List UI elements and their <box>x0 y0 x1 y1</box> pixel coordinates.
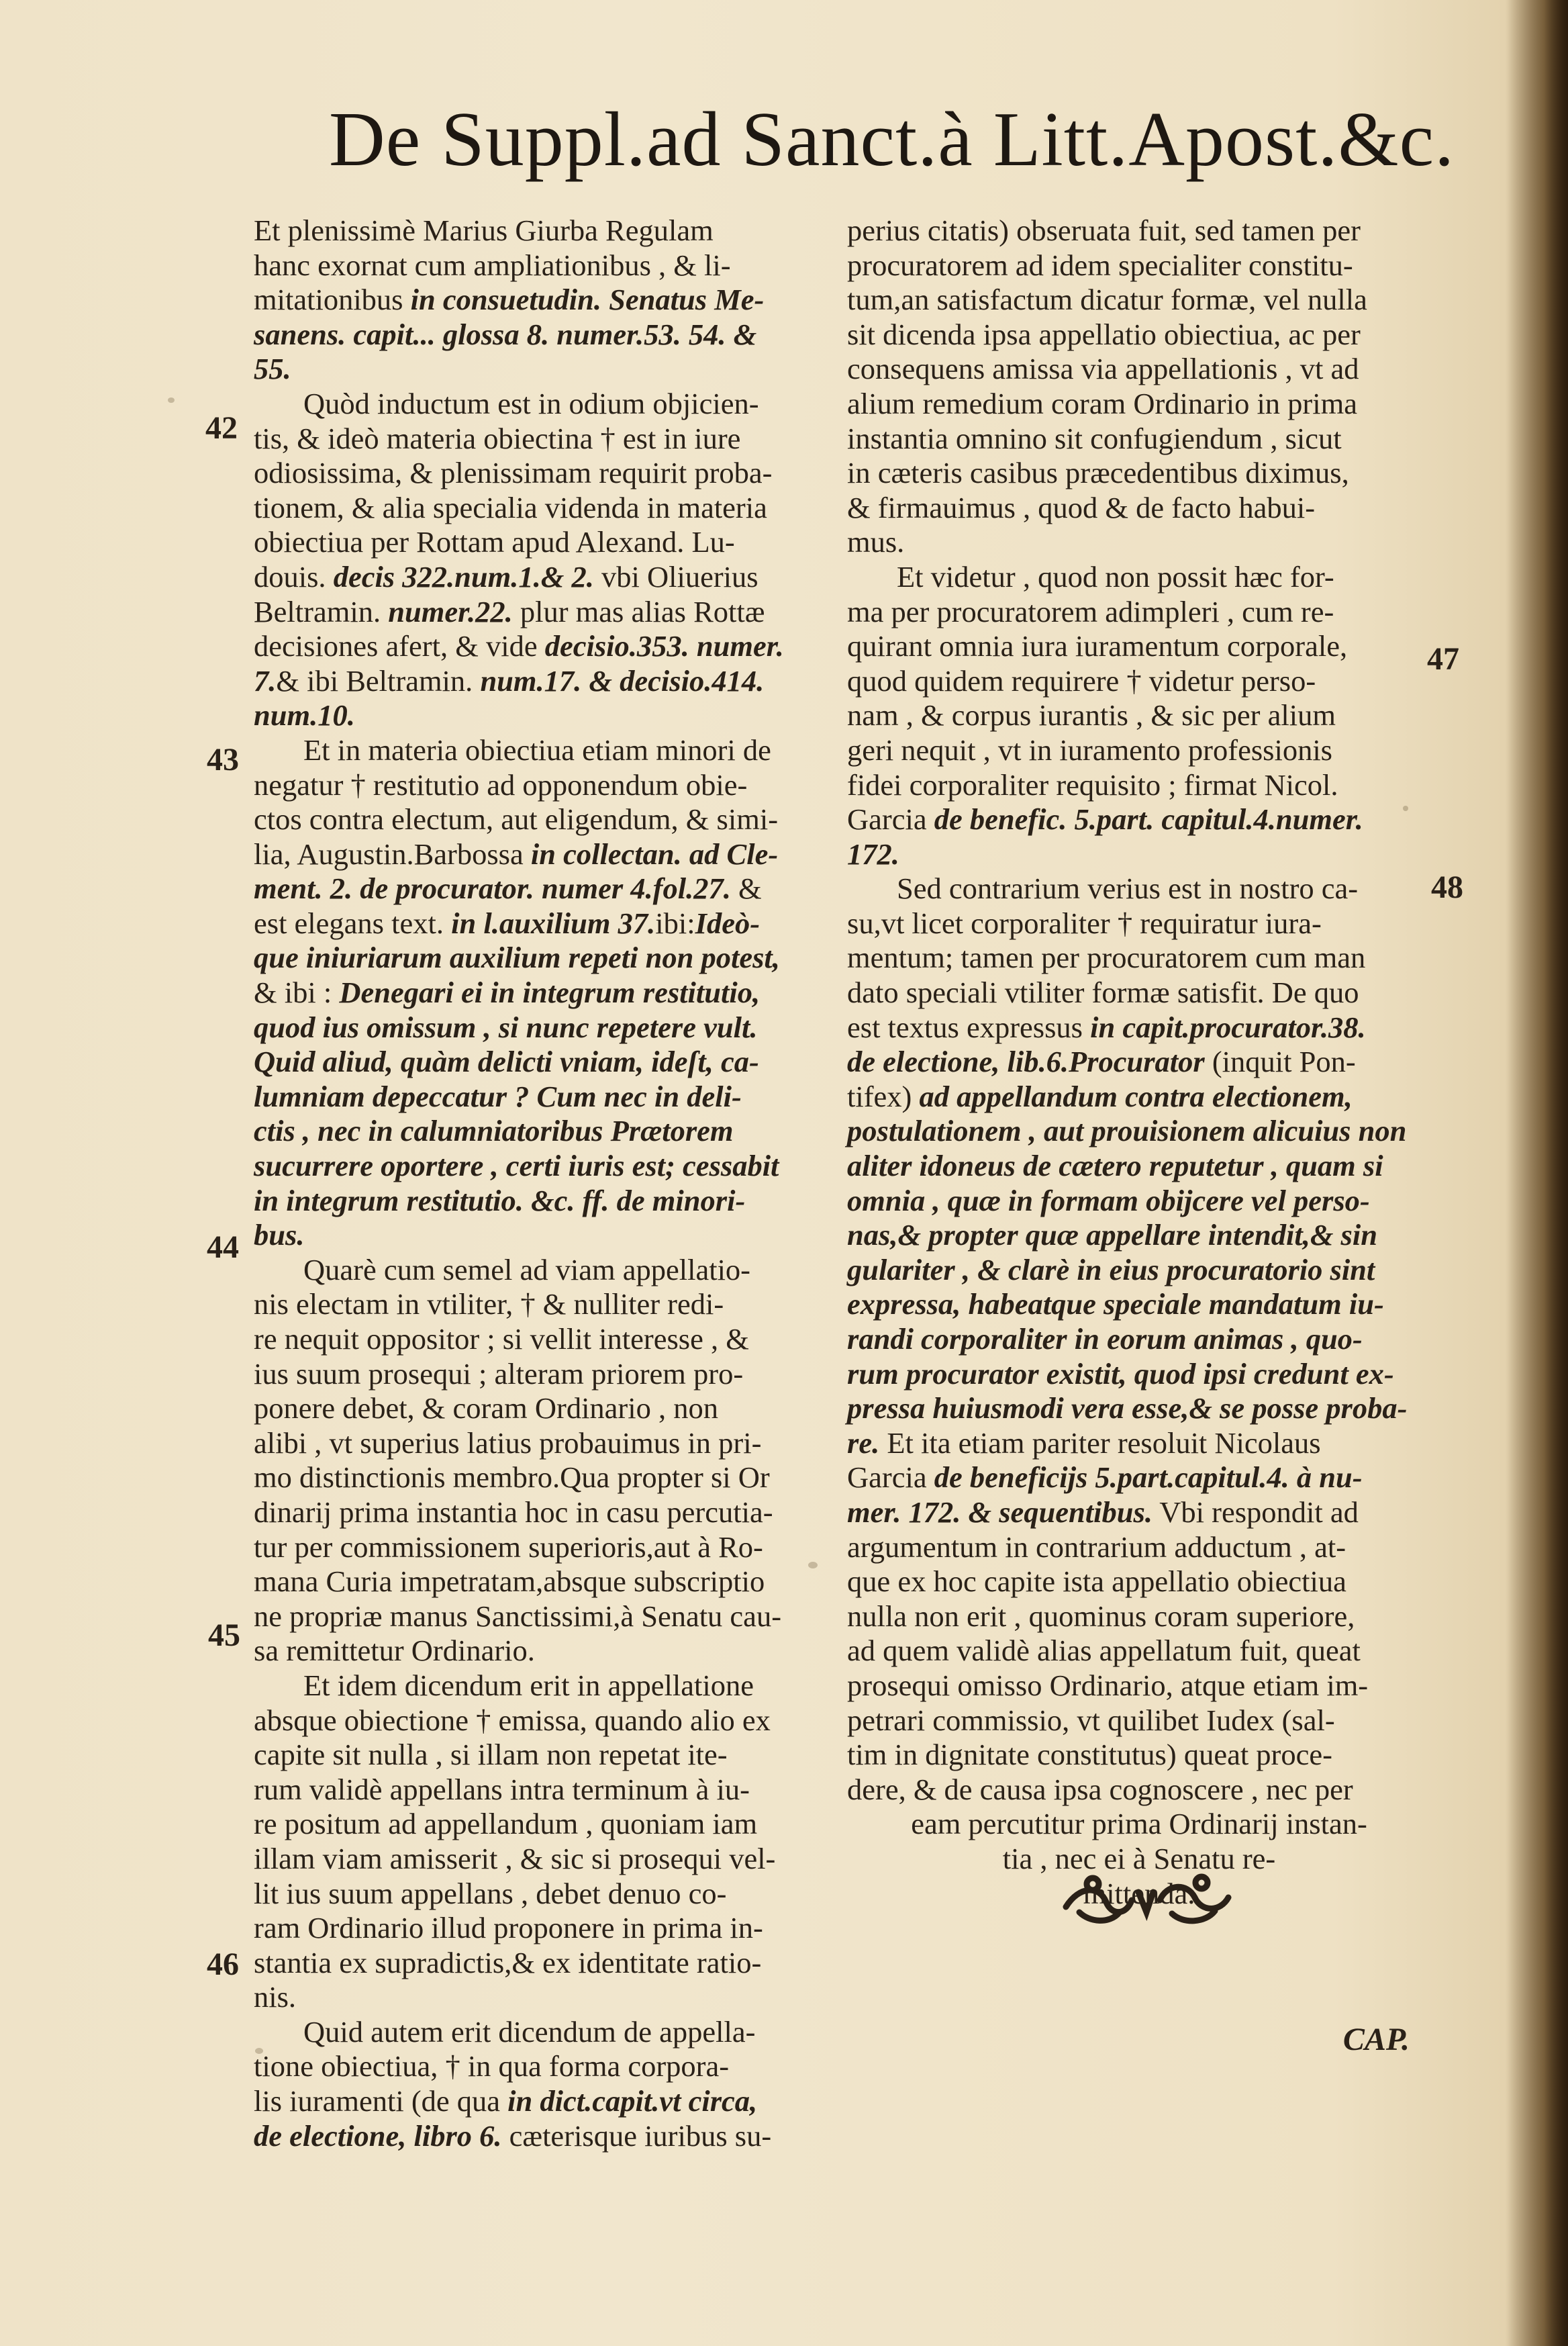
italic-citation-text: aliter idoneus de cætero reputetur , quam si <box>847 1149 1383 1183</box>
text-line <box>254 872 818 906</box>
italic-citation-text: sanens. capit... glossa 8. numer.53. 54. & <box>254 317 757 351</box>
text-line <box>254 1773 818 1808</box>
text-line <box>847 456 1431 491</box>
italic-citation-text: in collectan. ad Cle- <box>530 837 779 871</box>
text-line <box>254 1564 818 1599</box>
text-line <box>254 2015 818 2050</box>
line-text: mus. <box>847 525 905 559</box>
line-text: Et idem dicendum erit in appellatione <box>303 1668 754 1702</box>
text-line <box>847 1045 1431 1080</box>
line-text: sa remittetur Ordinario. <box>254 1634 535 1668</box>
line-text: consequens amissa via appellationis , vt ad <box>847 352 1359 386</box>
text-line <box>847 387 1431 422</box>
italic-citation-text: in integrum restitutio. &c. ff. de minori- <box>254 1183 746 1217</box>
line-text: odiosissima, & plenissimam requirit proba- <box>254 456 773 490</box>
italic-citation-text: 7. <box>254 663 277 698</box>
text-line <box>254 595 818 630</box>
line-text: tia , nec ei à Senatu re- <box>1002 1841 1276 1875</box>
text-line <box>847 1738 1431 1773</box>
italic-citation-text: in dict.capit.vt circa, <box>507 2084 758 2118</box>
text-line <box>254 837 818 872</box>
line-text: Quarè cum semel ad viam appellatio- <box>303 1252 751 1286</box>
text-line <box>847 1703 1431 1738</box>
text-line <box>847 560 1431 595</box>
running-head: De Suppl.ad Sanct.à Litt.Apost.&c. <box>329 97 1455 183</box>
line-text: lia, Augustin.Barbossa <box>254 837 531 871</box>
text-line <box>254 1946 818 1981</box>
ink-speck <box>1403 806 1408 811</box>
line-text: est elegans text. <box>254 906 452 940</box>
line-text: petrari commissio, vt quilibet Iudex (sal- <box>847 1703 1335 1737</box>
line-text: Et ita etiam pariter resoluit Nicolaus <box>879 1425 1321 1460</box>
italic-citation-text: de beneficijs 5.part.capitul.4. à nu- <box>934 1460 1363 1495</box>
marginal-number: 43 <box>207 742 239 778</box>
line-text: illam viam amisserit , & sic si prosequi vel- <box>254 1841 776 1875</box>
text-line <box>254 387 818 422</box>
printers-ornament-icon <box>1052 1865 1240 1932</box>
line-text: lit ius suum appellans , debet denuo co- <box>254 1876 727 1910</box>
line-text: dere, & de causa ipsa cognoscere , nec per <box>847 1772 1353 1806</box>
line-text: nulla non erit , quominus coram superiore, <box>847 1599 1355 1633</box>
italic-citation-text: lumniam depeccatur ? Cum nec in deli- <box>254 1079 742 1113</box>
text-line <box>254 1357 818 1392</box>
line-text: est textus expressus <box>847 1010 1091 1044</box>
line-text: in cæteris casibus præcedentibus diximus, <box>847 456 1349 490</box>
text-line <box>254 422 818 457</box>
line-text: tim in dignitate constitutus) queat proce- <box>847 1738 1332 1772</box>
italic-citation-text: postulationem , aut prouisionem alicuius non <box>847 1114 1407 1148</box>
line-text: ad quem validè alias appellatum fuit, queat <box>847 1634 1361 1668</box>
text-line <box>254 1114 818 1149</box>
text-line <box>254 733 818 768</box>
line-text: Et in materia obiectiua etiam minori de <box>303 733 771 767</box>
text-line <box>254 283 818 318</box>
text-line <box>847 1599 1431 1634</box>
line-text: vbi Oliuerius <box>593 559 758 594</box>
line-text: perius citatis) obseruata fuit, sed tamen per <box>847 214 1361 247</box>
text-line <box>847 802 1431 837</box>
italic-citation-text: de electione, lib.6.Procurator <box>847 1045 1205 1079</box>
text-line <box>847 283 1431 318</box>
line-text: rum validè appellans intra terminum à iu- <box>254 1772 750 1806</box>
line-text: argumentum in contrarium adductum , at- <box>847 1530 1346 1564</box>
text-line <box>847 1114 1431 1149</box>
marginal-number: 42 <box>205 410 238 446</box>
italic-citation-text: 172. <box>847 837 899 871</box>
italic-citation-text: que iniuriarum auxilium repeti non potest, <box>254 941 780 975</box>
line-text: mentum; tamen per procuratorem cum man <box>847 941 1366 975</box>
line-text: Quid autem erit dicendum de appella- <box>303 2014 756 2049</box>
line-text: ma per procuratorem adimpleri , cum re- <box>847 594 1334 628</box>
text-line <box>254 1011 818 1045</box>
line-text: mittenda. <box>1083 1876 1195 1910</box>
italic-citation-text: rum procurator existit, quod ipsi credunt ex- <box>847 1356 1394 1391</box>
italic-citation-text: bus. <box>254 1218 305 1252</box>
italic-citation-text: omnia , quæ in formam obijcere vel perso- <box>847 1183 1370 1217</box>
italic-citation-text: in capit.procurator.38. <box>1090 1010 1366 1044</box>
line-text: ne propriæ manus Sanctissimi,à Senatu cau- <box>254 1599 782 1633</box>
line-text: que ex hoc capite ista appellatio obiectiua <box>847 1564 1346 1599</box>
marginal-number: 46 <box>207 1946 239 1982</box>
line-text: douis. <box>254 559 334 594</box>
italic-citation-text: decisio.353. numer. <box>544 629 784 663</box>
line-text: Beltramin. <box>254 594 389 628</box>
text-line <box>254 802 818 837</box>
ink-speck <box>255 2048 263 2054</box>
line-text: Et plenissimè Marius Giurba Regulam <box>254 214 714 247</box>
text-line <box>847 1807 1431 1842</box>
text-line <box>847 1218 1431 1253</box>
italic-citation-text: mer. 172. & sequentibus. <box>847 1495 1153 1529</box>
text-line <box>847 976 1431 1011</box>
italic-citation-text: num.10. <box>254 698 355 733</box>
text-line <box>847 525 1431 560</box>
text-line <box>847 1634 1431 1669</box>
ink-speck <box>168 397 175 403</box>
line-text: dato speciali vtiliter formæ satisfit. De quo <box>847 976 1359 1010</box>
text-line <box>254 698 818 733</box>
line-text: ius suum prosequi ; alteram priorem pro- <box>254 1356 744 1391</box>
text-line <box>254 629 818 664</box>
line-text: Sed contrarium verius est in nostro ca- <box>897 872 1359 906</box>
text-line <box>254 1460 818 1495</box>
text-line <box>254 1530 818 1565</box>
text-line <box>847 906 1431 941</box>
italic-citation-text: numer.22. <box>388 594 513 628</box>
text-line <box>847 733 1431 768</box>
text-line <box>254 976 818 1011</box>
line-text: tur per commissionem superioris,aut à Ro- <box>254 1530 763 1564</box>
italic-citation-text: ctis , nec in calumniatoribus Prætorem <box>254 1114 734 1148</box>
text-line <box>847 664 1431 699</box>
line-text: prosequi omisso Ordinario, atque etiam im- <box>847 1668 1369 1702</box>
page-edge-shadow <box>1508 0 1568 2346</box>
italic-citation-text: sucurrere oportere , certi iuris est; cessabit <box>254 1149 779 1183</box>
text-line <box>254 941 818 976</box>
italic-citation-text: in consuetudin. Senatus Me- <box>410 283 765 317</box>
text-line <box>254 1703 818 1738</box>
text-line <box>847 837 1431 872</box>
line-text: Quòd inductum est in odium objicien- <box>303 386 759 420</box>
italic-citation-text: quod ius omissum , si nunc repetere vult. <box>254 1010 758 1044</box>
text-line <box>847 1322 1431 1357</box>
text-line <box>847 352 1431 387</box>
line-text: stantia ex supradictis,& ex identitate ratio- <box>254 1945 762 1979</box>
italic-citation-text: nas,& propter quæ appellare intendit,& sin <box>847 1218 1377 1252</box>
line-text: quirant omnia iura iuramentum corporale, <box>847 629 1348 663</box>
text-line <box>254 906 818 941</box>
line-text: alibi , vt superius latius probauimus in pri- <box>254 1425 762 1460</box>
text-line <box>254 248 818 283</box>
text-line <box>254 1807 818 1842</box>
text-line <box>847 1530 1431 1565</box>
line-text: geri nequit , vt in iuramento professionis <box>847 733 1332 767</box>
text-line <box>847 491 1431 526</box>
text-line <box>254 1911 818 1946</box>
line-text: capite sit nulla , si illam non repetat ite- <box>254 1738 728 1772</box>
text-line <box>847 422 1431 457</box>
text-line <box>254 1253 818 1288</box>
italic-citation-text: randi corporaliter in eorum animas , quo- <box>847 1322 1363 1356</box>
line-text: lis iuramenti (de qua <box>254 2084 508 2118</box>
italic-citation-text: decis 322.num.1.& 2. <box>333 559 594 594</box>
line-text: mana Curia impetratam,absque subscriptio <box>254 1564 765 1599</box>
line-text: quod quidem requirere † videtur perso- <box>847 663 1316 698</box>
line-text: re nequit oppositor ; si vellit interesse , & <box>254 1322 749 1356</box>
text-line <box>847 629 1431 664</box>
line-text: dinarij prima instantia hoc in casu percutia- <box>254 1495 773 1529</box>
line-text: tione obiectiua, † in qua forma corpora- <box>254 2049 730 2083</box>
line-text: ram Ordinario illud proponere in prima in- <box>254 1911 763 1945</box>
italic-citation-text: gulariter , & clarè in eius procuratorio sint <box>847 1252 1375 1286</box>
line-text: su,vt licet corporaliter † requiratur iura- <box>847 906 1322 940</box>
line-text: & ibi Beltramin. <box>276 663 481 698</box>
text-line <box>847 1080 1431 1115</box>
line-text: Et videtur , quod non possit hæc for- <box>897 559 1334 594</box>
line-text: mo distinctionis membro.Qua propter si Or <box>254 1460 770 1495</box>
line-text: nam , & corpus iurantis , & sic per alium <box>847 698 1336 733</box>
text-line <box>254 352 818 387</box>
text-line <box>847 1426 1431 1461</box>
line-text: ponere debet, & coram Ordinario , non <box>254 1391 718 1425</box>
line-text: tionem, & alia specialia videnda in materia <box>254 490 767 524</box>
line-text: ibi: <box>655 906 695 940</box>
text-line <box>254 1080 818 1115</box>
text-line <box>254 1669 818 1703</box>
right-text-column <box>847 214 1431 1911</box>
italic-citation-text: in l.auxilium 37. <box>451 906 656 940</box>
text-line <box>847 1357 1431 1392</box>
line-text: hanc exornat cum ampliationibus , & li- <box>254 248 731 282</box>
text-line <box>254 1842 818 1877</box>
italic-citation-text: ment. 2. de procurator. numer 4.fol.27. <box>254 872 731 906</box>
line-text: procuratorem ad idem specialiter constitu- <box>847 248 1353 282</box>
line-text: absque obiectione † emissa, quando alio ex <box>254 1703 771 1737</box>
line-text: re positum ad appellandum , quoniam iam <box>254 1807 758 1841</box>
left-text-column <box>254 214 818 2153</box>
marginal-number: 48 <box>1431 870 1463 905</box>
line-text: eam percutitur prima Ordinarij instan- <box>911 1807 1367 1841</box>
text-line <box>254 491 818 526</box>
text-line <box>254 1495 818 1530</box>
text-line <box>254 214 818 248</box>
line-text: decisiones afert, & vide <box>254 629 545 663</box>
text-line <box>847 595 1431 630</box>
text-line <box>847 1391 1431 1426</box>
text-line <box>254 1287 818 1322</box>
text-line <box>254 456 818 491</box>
text-line <box>254 525 818 560</box>
text-line <box>254 2119 818 2154</box>
text-line <box>847 1149 1431 1184</box>
italic-citation-text: Ideò- <box>695 906 761 940</box>
text-line <box>847 872 1431 906</box>
text-line <box>847 1184 1431 1219</box>
italic-citation-text: 55. <box>254 352 291 386</box>
text-line <box>847 768 1431 803</box>
line-text: nis. <box>254 1980 297 2014</box>
text-line <box>254 1634 818 1669</box>
italic-citation-text: num.17. & decisio.414. <box>480 663 765 698</box>
marginal-number: 44 <box>207 1229 239 1265</box>
italic-citation-text: re. <box>847 1425 880 1460</box>
text-line <box>254 318 818 353</box>
text-line <box>254 2049 818 2084</box>
italic-citation-text: Quid aliud, quàm delicti vniam, ideſt, ca- <box>254 1045 759 1079</box>
line-text: cæterisque iuribus su- <box>501 2118 772 2153</box>
line-text: & firmauimus , quod & de facto habui- <box>847 490 1316 524</box>
text-line <box>847 1564 1431 1599</box>
line-text: plur mas alias Rottæ <box>512 594 765 628</box>
text-line <box>847 318 1431 353</box>
text-line <box>254 1738 818 1773</box>
text-line <box>254 664 818 699</box>
text-line <box>847 1773 1431 1808</box>
line-text: (inquit Pon- <box>1204 1045 1356 1079</box>
text-line <box>254 1426 818 1461</box>
text-line <box>254 1045 818 1080</box>
line-text: instantia omnino sit confugiendum , sicut <box>847 421 1342 455</box>
marginal-number: 47 <box>1427 641 1459 677</box>
line-text: alium remedium coram Ordinario in prima <box>847 386 1357 420</box>
line-text: negatur † restitutio ad opponendum obie- <box>254 767 748 802</box>
text-line <box>254 1877 818 1912</box>
text-line <box>254 1980 818 2015</box>
text-line <box>847 248 1431 283</box>
line-text: & ibi : <box>254 976 340 1010</box>
line-text: nis electam in vtiliter, † & nulliter redi- <box>254 1287 724 1321</box>
line-text: & <box>730 872 762 906</box>
text-line <box>847 1460 1431 1495</box>
text-line <box>254 1184 818 1219</box>
italic-citation-text: expressa, habeatque speciale mandatum iu- <box>847 1287 1384 1321</box>
text-line <box>847 1669 1431 1703</box>
italic-citation-text: ad appellandum contra electionem, <box>919 1079 1353 1113</box>
text-line <box>847 941 1431 976</box>
text-line <box>847 1011 1431 1045</box>
text-line <box>254 560 818 595</box>
line-text: obiectiua per Rottam apud Alexand. Lu- <box>254 525 735 559</box>
text-line <box>254 1149 818 1184</box>
text-line <box>254 2084 818 2119</box>
line-text: Garcia <box>847 802 934 837</box>
text-line <box>254 1218 818 1253</box>
italic-citation-text: de benefic. 5.part. capitul.4.numer. <box>934 802 1363 837</box>
text-line <box>254 1599 818 1634</box>
line-text: Garcia <box>847 1460 934 1495</box>
text-line <box>847 1287 1431 1322</box>
marginal-number: 45 <box>208 1617 240 1653</box>
line-text: tifex) <box>847 1079 920 1113</box>
text-line <box>847 698 1431 733</box>
italic-citation-text: de electione, libro 6. <box>254 2118 502 2153</box>
text-line <box>847 214 1431 248</box>
line-text: mitationibus <box>254 283 411 317</box>
italic-citation-text: Denegari ei in integrum restitutio, <box>339 976 761 1010</box>
text-line <box>254 768 818 803</box>
line-text: tis, & ideò materia obiectina † est in iure <box>254 421 741 455</box>
text-line <box>847 1253 1431 1288</box>
line-text: fidei corporaliter requisito ; firmat Nicol. <box>847 767 1338 802</box>
line-text: tum,an satisfactum dicatur formæ, vel nulla <box>847 283 1367 317</box>
text-line <box>847 1495 1431 1530</box>
line-text: ctos contra electum, aut eligendum, & simi- <box>254 802 779 837</box>
catchword: CAP. <box>1342 2022 1410 2057</box>
text-line <box>254 1391 818 1426</box>
line-text: sit dicenda ipsa appellatio obiectiua, ac per <box>847 317 1361 351</box>
ink-speck <box>808 1562 818 1568</box>
italic-citation-text: pressa huiusmodi vera esse,& se posse proba- <box>847 1391 1408 1425</box>
line-text: Vbi respondit ad <box>1152 1495 1359 1529</box>
text-line <box>254 1322 818 1357</box>
